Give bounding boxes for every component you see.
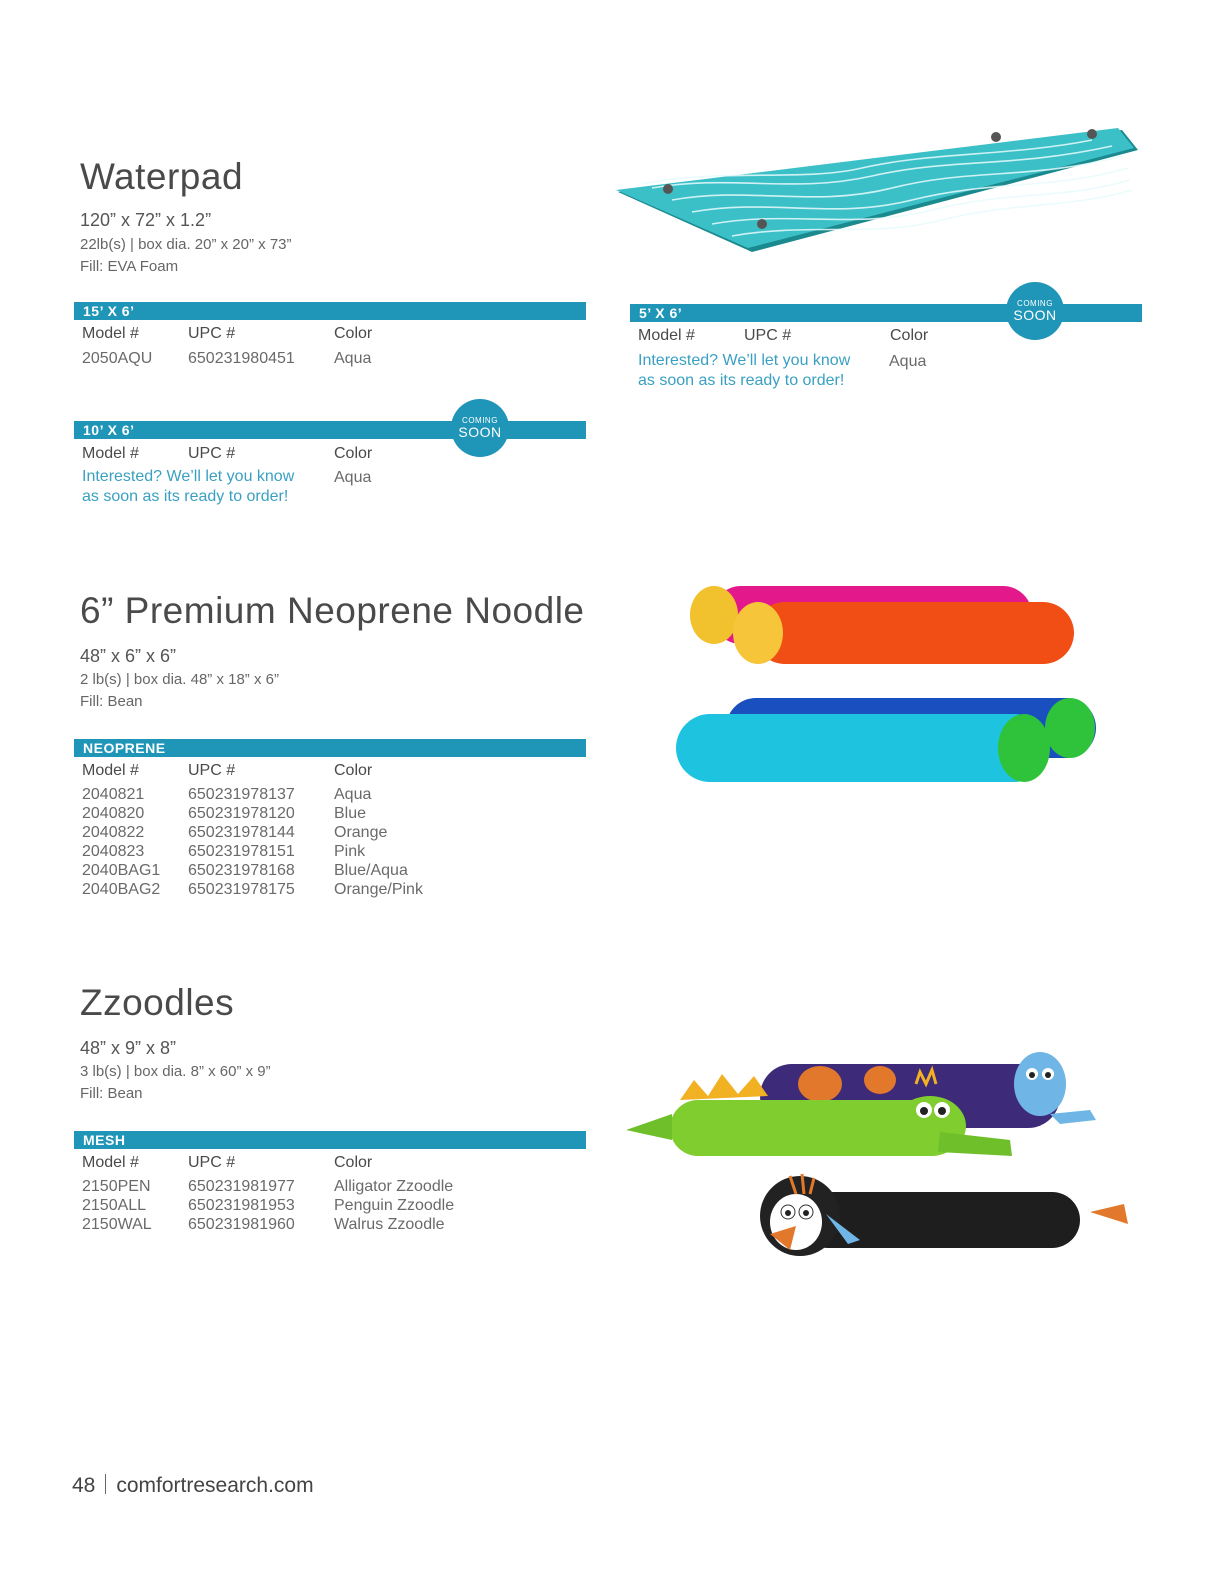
coming-soon-badge — [1006, 282, 1064, 340]
upc-cell: 650231978137 — [188, 786, 295, 803]
table-row — [82, 880, 502, 899]
table-row — [82, 861, 502, 880]
table-row — [82, 842, 502, 861]
color-header: Color — [334, 1154, 373, 1171]
model-cell: 2040822 — [82, 824, 145, 841]
upc-header: UPC # — [744, 327, 792, 344]
upc-cell: 650231978144 — [188, 824, 295, 841]
upc-cell: 650231981977 — [188, 1178, 295, 1195]
soon-label: SOON — [458, 424, 502, 440]
model-header: Model # — [82, 325, 139, 342]
zzoodles-title: Zzoodles — [80, 982, 235, 1023]
model-header: Model # — [82, 1154, 139, 1171]
coming-label: COMING — [462, 416, 498, 425]
noodle-fill: Fill: Bean — [80, 693, 143, 710]
model-cell: 2040820 — [82, 805, 145, 822]
size-bar-10x6: 10’ X 6’ — [74, 421, 586, 439]
upc-header: UPC # — [188, 325, 236, 342]
model-header: Model # — [82, 762, 139, 779]
upc-cell: 650231978175 — [188, 881, 295, 898]
color-cell: Orange — [334, 824, 388, 841]
model-cell: 2150ALL — [82, 1197, 147, 1214]
upc-header: UPC # — [188, 762, 236, 779]
color-cell: Alligator Zzoodle — [334, 1178, 454, 1195]
noodle-dims: 48” x 6” x 6” — [80, 646, 177, 666]
color-cell: Aqua — [334, 786, 372, 803]
upc-cell: 650231981953 — [188, 1197, 295, 1214]
zzoodles-fill: Fill: Bean — [80, 1085, 143, 1102]
soon-label: SOON — [1013, 307, 1057, 323]
noodle-weight: 2 lb(s) | box dia. 48” x 18” x 6” — [80, 671, 279, 688]
upc-cell: 650231981960 — [188, 1216, 295, 1233]
upc-header: UPC # — [188, 1154, 236, 1171]
color-cell: Orange/Pink — [334, 881, 423, 898]
model-cell: 2040823 — [82, 843, 145, 860]
color-cell: Pink — [334, 843, 366, 860]
model-cell: 2040BAG1 — [82, 862, 161, 879]
waterpad-image — [612, 124, 1140, 260]
waterpad-title: Waterpad — [80, 156, 244, 197]
color-cell: Walrus Zzoodle — [334, 1216, 445, 1233]
model-header: Model # — [638, 327, 695, 344]
size-bar-15x6: 15’ X 6’ — [74, 302, 586, 320]
page-number: 48 — [72, 1474, 96, 1497]
upc-header: UPC # — [188, 445, 236, 462]
model-cell: 2150WAL — [82, 1216, 152, 1233]
model-header: Model # — [82, 445, 139, 462]
page-footer — [72, 1474, 314, 1498]
color-cell: Blue/Aqua — [334, 862, 408, 879]
material-bar-neoprene: NEOPRENE — [74, 739, 586, 757]
color-cell: Aqua — [334, 350, 372, 367]
color-header: Color — [334, 325, 373, 342]
upc-cell: 650231978120 — [188, 805, 295, 822]
color-cell: Aqua — [889, 353, 927, 370]
model-cell: 2040BAG2 — [82, 881, 161, 898]
interest-notice-line2: as soon as its ready to order! — [82, 488, 289, 505]
waterpad-dims: 120” x 72” x 1.2” — [80, 210, 212, 230]
waterpad-fill: Fill: EVA Foam — [80, 258, 179, 275]
upc-cell: 650231978168 — [188, 862, 295, 879]
zzoodles-table-body — [82, 1177, 502, 1234]
color-header: Color — [334, 445, 373, 462]
zzoodles-image — [620, 1044, 1140, 1284]
waterpad-weight: 22lb(s) | box dia. 20” x 20” x 73” — [80, 236, 292, 253]
upc-cell: 650231980451 — [188, 350, 295, 367]
zzoodles-dims: 48” x 9” x 8” — [80, 1038, 177, 1058]
table-row — [82, 1196, 502, 1215]
color-cell: Aqua — [334, 469, 372, 486]
interest-notice-line1: Interested? We’ll let you know — [638, 352, 851, 369]
table-row — [82, 823, 502, 842]
size-bar-5x6: 5’ X 6’ — [630, 304, 1142, 322]
noodle-image — [672, 578, 1112, 808]
color-cell: Penguin Zzoodle — [334, 1197, 455, 1214]
table-row — [82, 1177, 502, 1196]
table-row — [82, 804, 502, 823]
coming-label: COMING — [1017, 299, 1053, 308]
model-cell: 2050AQU — [82, 350, 153, 367]
color-header: Color — [890, 327, 929, 344]
zzoodles-weight: 3 lb(s) | box dia. 8” x 60” x 9” — [80, 1063, 271, 1080]
footer-divider — [105, 1474, 106, 1494]
noodle-title: 6” Premium Neoprene Noodle — [80, 590, 585, 631]
noodle-table-body — [82, 785, 502, 899]
model-cell: 2040821 — [82, 786, 145, 803]
table-row — [82, 1215, 502, 1234]
upc-cell: 650231978151 — [188, 843, 295, 860]
coming-soon-badge — [451, 399, 509, 457]
interest-notice-line1: Interested? We’ll let you know — [82, 468, 295, 485]
table-row — [82, 785, 502, 804]
footer-site-link[interactable]: comfortresearch.com — [116, 1474, 314, 1497]
model-cell: 2150PEN — [82, 1178, 151, 1195]
interest-notice-line2: as soon as its ready to order! — [638, 372, 845, 389]
material-bar-mesh: MESH — [74, 1131, 586, 1149]
color-cell: Blue — [334, 805, 367, 822]
color-header: Color — [334, 762, 373, 779]
